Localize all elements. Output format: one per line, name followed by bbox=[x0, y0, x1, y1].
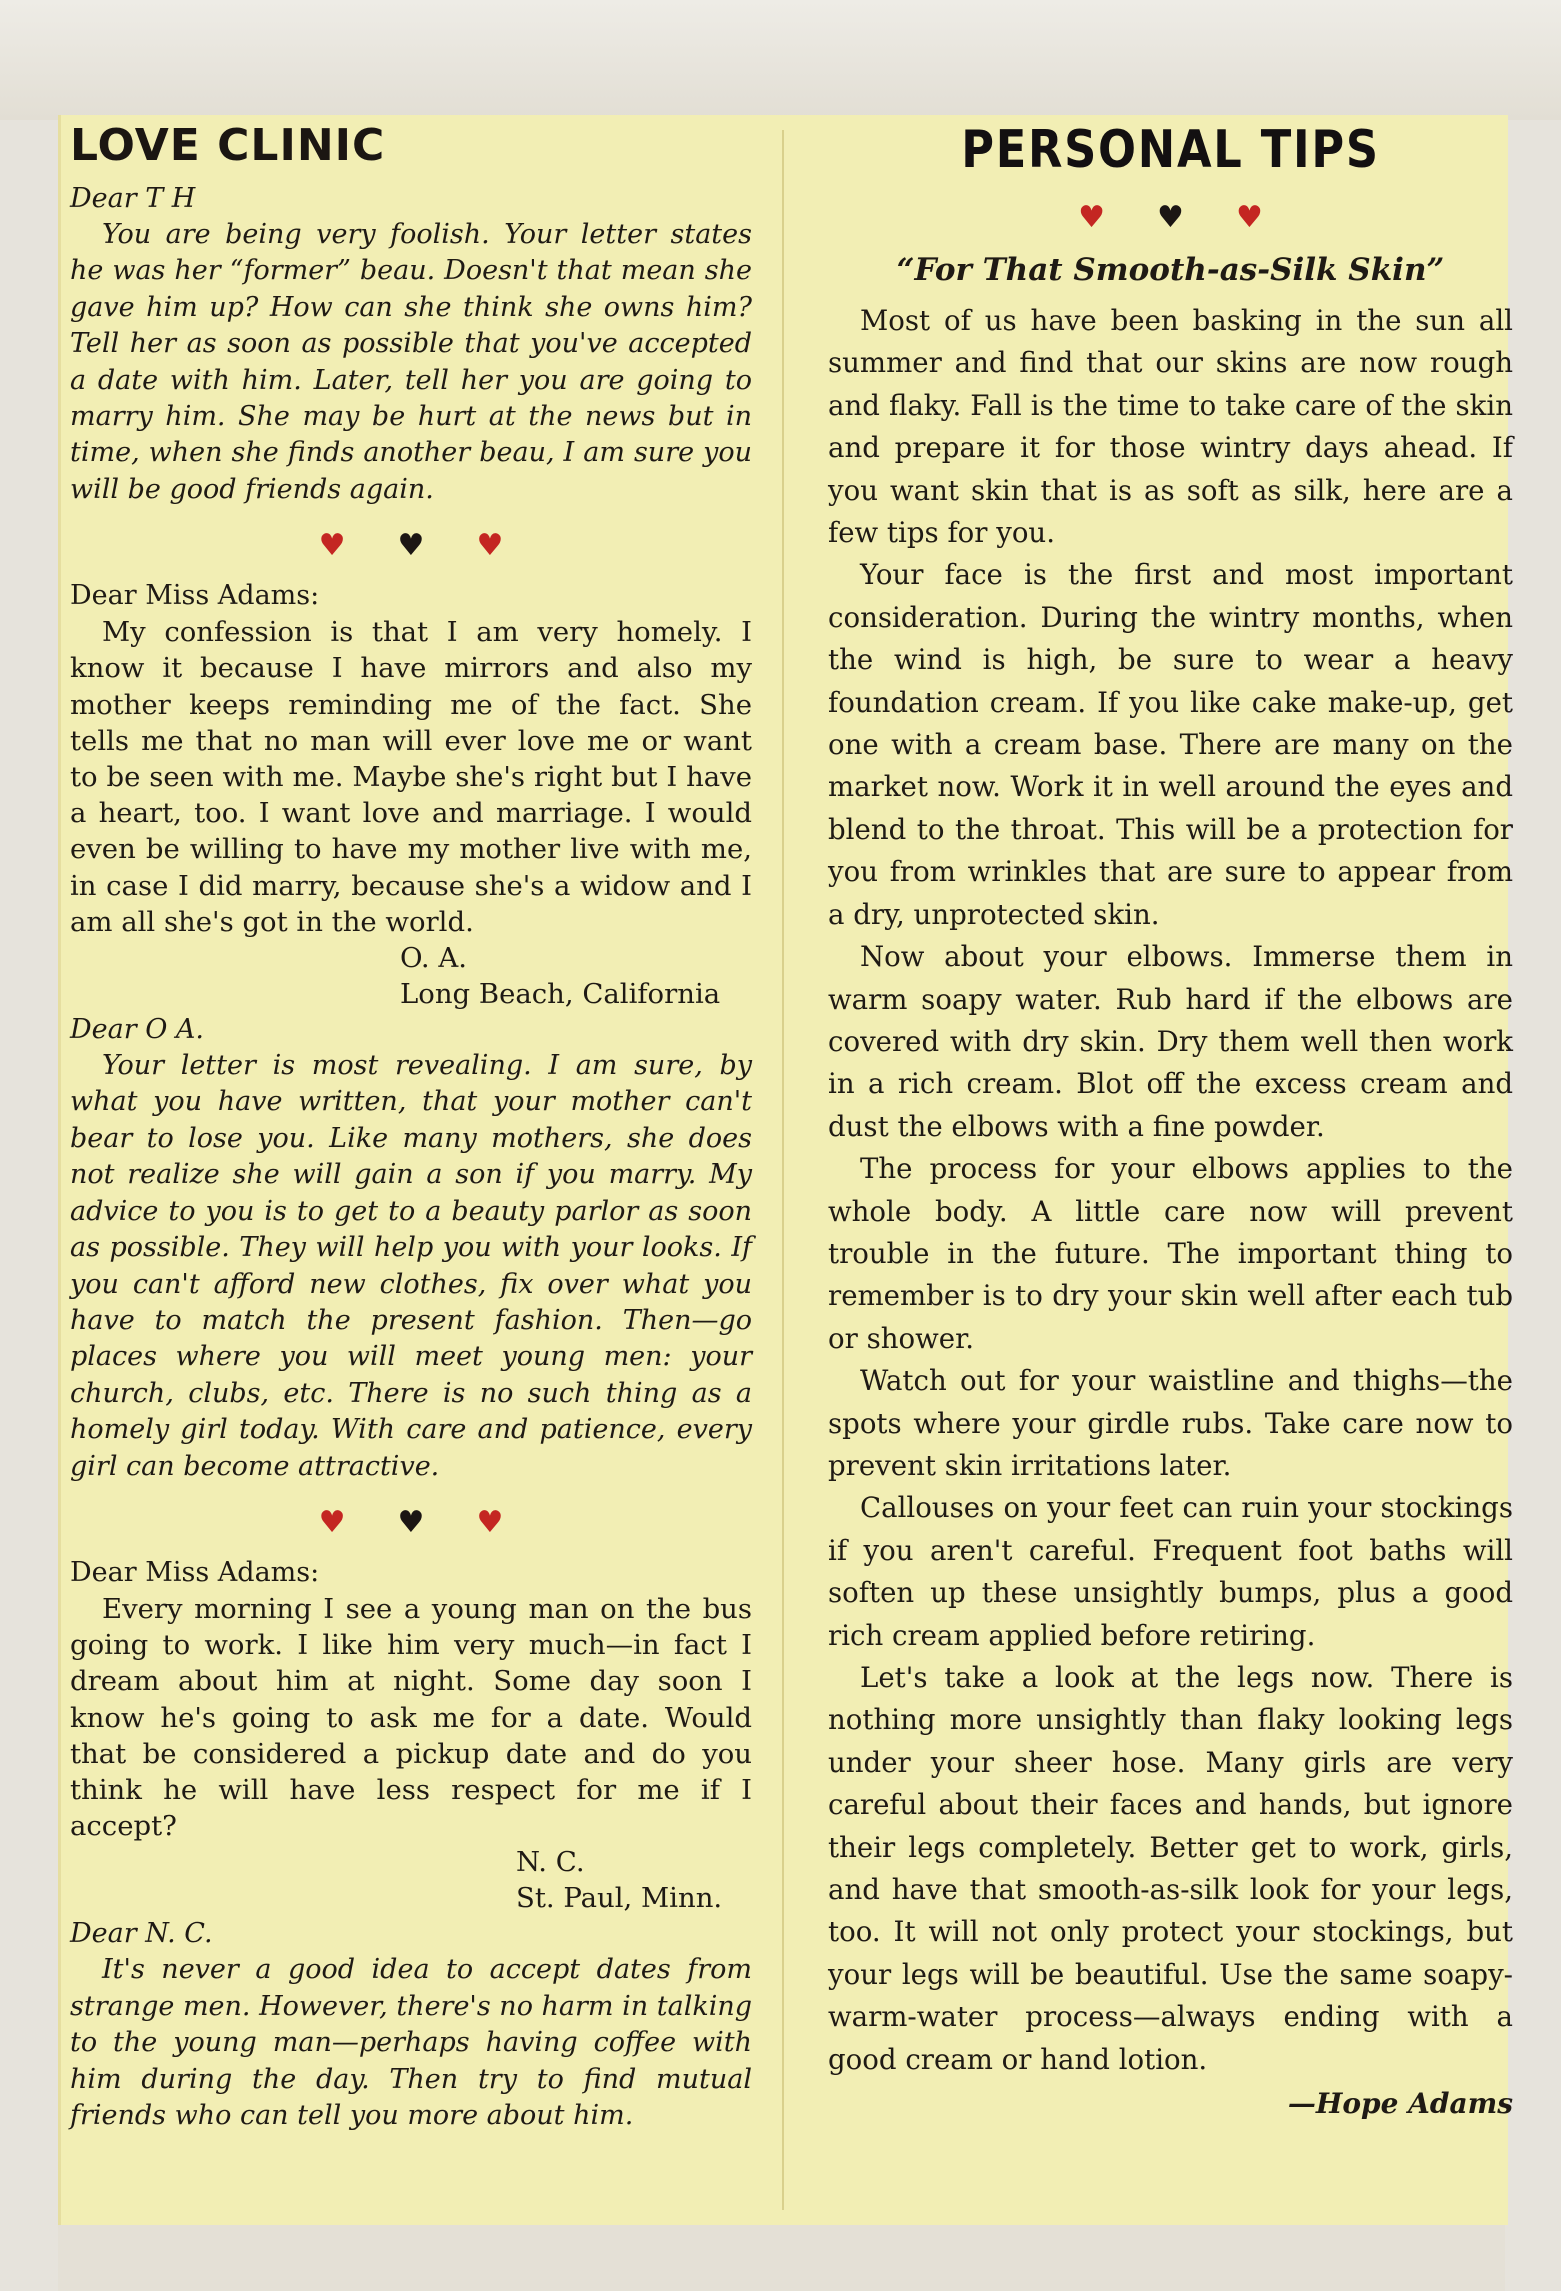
tip-paragraph: Most of us have been basking in the sun all summer and find that our skins are now rough and flaky. Fall is the time to take care of the skin and prepare it for those wintry days ahead. If you want skin that is as soft as silk, here are a few tips for you. bbox=[828, 304, 1513, 550]
love-clinic-column bbox=[70, 118, 752, 2134]
letter2-salutation: Dear Miss Adams: bbox=[70, 1556, 320, 1588]
byline: —Hope Adams bbox=[1287, 2087, 1513, 2121]
heart-ornament-2 bbox=[70, 1503, 752, 1543]
personal-tips-column bbox=[828, 118, 1513, 2120]
red-heart-icon: ♥ bbox=[318, 528, 346, 564]
tip-paragraph: The process for your elbows applies to the whole body. A little care now will prevent trouble in the future. The important thing to remember is to dry your skin well after each tub or shower. bbox=[828, 1152, 1513, 1355]
red-heart-icon: ♥ bbox=[1235, 200, 1263, 235]
heart-ornament-3 bbox=[828, 198, 1513, 238]
red-heart-icon: ♥ bbox=[476, 1504, 504, 1540]
personal-tips-title: PERSONAL TIPS bbox=[961, 120, 1380, 180]
love-clinic-title: LOVE CLINIC bbox=[70, 120, 386, 171]
paper-margin-bottom bbox=[58, 2225, 1505, 2291]
column-divider bbox=[782, 130, 784, 2210]
tip-paragraph: Callouses on your feet can ruin your stockings if you aren't careful. Frequent foot baths will soften up these unsightly bumps, plus a good rich cream applied before retiring. bbox=[828, 1491, 1513, 1652]
reply1-salutation: Dear T H bbox=[70, 183, 196, 214]
tip-paragraph: Let's take a look at the legs now. There is nothing more unsightly than flaky looking legs under your sheer hose. Many girls are very careful about their faces and hands, but ignore their legs completely. Better get to work, girls, and have that smooth-as-silk look for your legs, too. It will not only protect your stockings, but your legs will be beautiful. Use the same soapy-warm-water process—always ending with a good cream or hand lotion. bbox=[828, 1661, 1513, 2076]
red-heart-icon: ♥ bbox=[1078, 200, 1106, 235]
black-heart-icon: ♥ bbox=[397, 528, 425, 564]
tips-subtitle: “For That Smooth-as-Silk Skin” bbox=[896, 252, 1445, 288]
letter2-body: Every morning I see a young man on the bus going to work. I like him very much—in fact I dream about him at night. Some day soon I know he's going to ask me for a date. Would that be considered a pickup date and do you think he will have less respect for me if I accept? bbox=[70, 1592, 752, 1843]
letter1-salutation: Dear Miss Adams: bbox=[70, 580, 320, 612]
paper-margin-top bbox=[0, 0, 1561, 120]
reply1-body: You are being very foolish. Your letter states he was her “former” beau. Doesn't that mean she gave him up? How can she think she owns him? Tell her as soon as possible that you've accepted a date with him. Later, tell her you are going to marry him. She may be hurt at the news but in time, when she finds another beau, I am sure you will be good friends again. bbox=[70, 219, 752, 505]
letter2-place: St. Paul, Minn. bbox=[516, 1882, 723, 1915]
tip-paragraph: Watch out for your waistline and thighs—the spots where your girdle rubs. Take care now to prevent skin irritations later. bbox=[828, 1364, 1513, 1482]
black-heart-icon: ♥ bbox=[397, 1504, 425, 1540]
red-heart-icon: ♥ bbox=[318, 1504, 346, 1540]
letter1-body: My confession is that I am very homely. I know it because I have mirrors and also my mother keeps reminding me of the fact. She tells me that no man will ever love me or want to be seen with me. Maybe she's right but I have a heart, too. I want love and marriage. I would even be willing to have my mother live with me, in case I did marry, because she's a widow and I am all she's got in the world. bbox=[70, 616, 752, 938]
red-heart-icon: ♥ bbox=[476, 528, 504, 564]
black-heart-icon: ♥ bbox=[1157, 200, 1184, 235]
letter1-place: Long Beach, California bbox=[400, 978, 721, 1011]
reply3-body: It's never a good idea to accept dates from strange men. However, there's no harm in talking to the young man—perhaps having coffee with him during the day. Then try to find mutual friends who can tell you more about him. bbox=[70, 1954, 752, 2131]
reply3-salutation: Dear N. C. bbox=[70, 1918, 213, 1950]
heart-ornament-1 bbox=[70, 526, 752, 566]
tip-paragraph: Now about your elbows. Immerse them in warm soapy water. Rub hard if the elbows are covered with dry skin. Dry them well then work in a rich cream. Blot off the excess cream and dust the elbows with a fine powder. bbox=[828, 940, 1513, 1143]
letter1-initials: O. A. bbox=[400, 942, 468, 975]
reply2-salutation: Dear O A. bbox=[70, 1014, 205, 1046]
tip-paragraph: Your face is the first and most important consideration. During the wintry months, when the wind is high, be sure to wear a heavy foundation cream. If you like cake make-up, get one with a cream base. There are many on the market now. Work it in well around the eyes and blend to the throat. This will be a protection for you from wrinkles that are sure to appear from a dry, unprotected skin. bbox=[828, 558, 1513, 931]
reply2-body: Your letter is most revealing. I am sure, by what you have written, that your mother can't bear to lose you. Like many mothers, she does not realize she will gain a son if you marry. My advice to you is to get to a beauty parlor as soon as possible. They will help you with your looks. If you can't afford new clothes, fix over what you have to match the present fashion. Then—go places where you will meet young men: your church, clubs, etc. There is no such thing as a homely girl today. With care and patience, every girl can become attractive. bbox=[70, 1050, 752, 1482]
letter2-initials: N. C. bbox=[516, 1846, 585, 1879]
